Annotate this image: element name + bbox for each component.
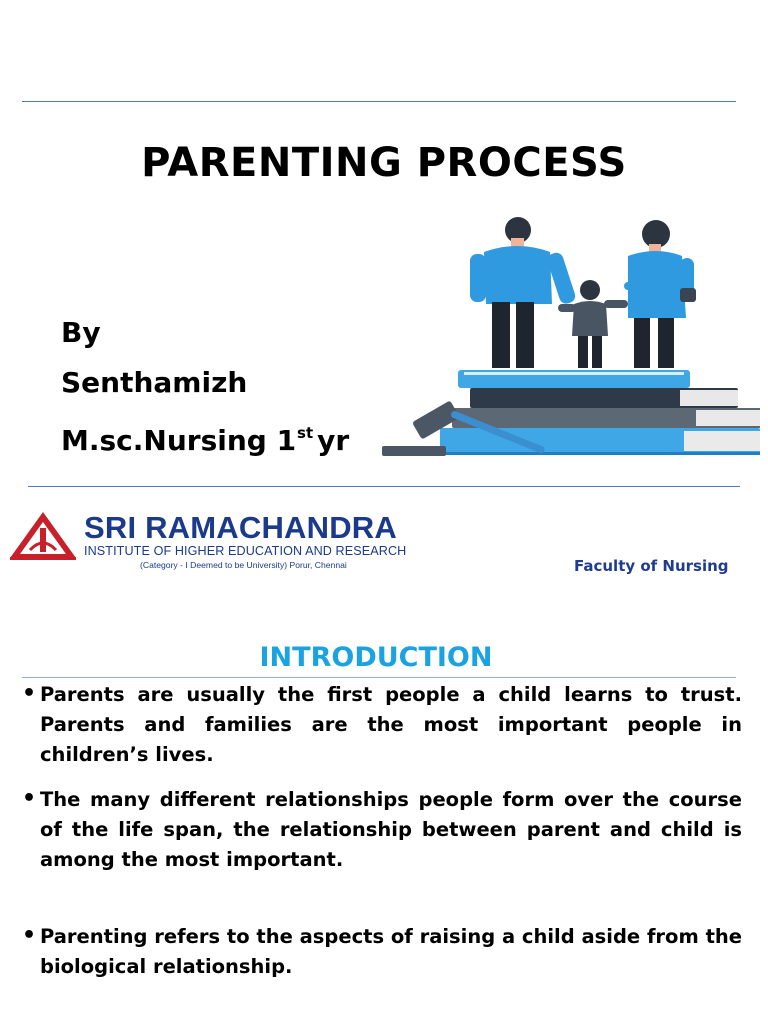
introduction-heading: INTRODUCTION xyxy=(259,642,493,673)
bullet-item: • Parenting refers to the aspects of raising a child aside from the biological relationship. xyxy=(22,922,742,982)
author-degree xyxy=(61,408,349,466)
father-figure xyxy=(470,217,577,368)
book-stack xyxy=(440,370,760,455)
top-divider xyxy=(22,101,736,102)
author-name: Senthamizh xyxy=(61,366,248,399)
author-by: By xyxy=(61,316,101,349)
institution-logo xyxy=(8,508,407,578)
institution-tagline: (Category - I Deemed to be University) Porur, Chennai xyxy=(140,560,347,570)
family-illustration-icon xyxy=(380,212,760,462)
slide-title: PARENTING PROCESS xyxy=(141,140,627,186)
bullet-item: • The many different relationships people form over the course of the life span, the relationship between parent and child is among the most important. xyxy=(22,785,742,867)
author-block xyxy=(61,308,349,466)
bullet-item: • Parents are usually the first people a child learns to trust. Parents and families are the most important people in children’s lives. xyxy=(22,680,742,730)
middle-divider xyxy=(28,486,740,487)
institution-name: SRI RAMACHANDRA xyxy=(84,510,397,545)
mother-figure xyxy=(624,220,696,368)
degree-superscript: st xyxy=(297,424,314,442)
introduction-divider xyxy=(22,677,736,678)
temple-emblem-icon xyxy=(8,510,78,562)
institution-subtitle: INSTITUTE OF HIGHER EDUCATION AND RESEARCH xyxy=(84,544,407,558)
degree-suffix: yr xyxy=(317,424,350,457)
degree-text: M.sc.Nursing 1 xyxy=(61,424,297,457)
faculty-label: Faculty of Nursing xyxy=(574,557,729,575)
introduction-bullets xyxy=(22,680,742,982)
